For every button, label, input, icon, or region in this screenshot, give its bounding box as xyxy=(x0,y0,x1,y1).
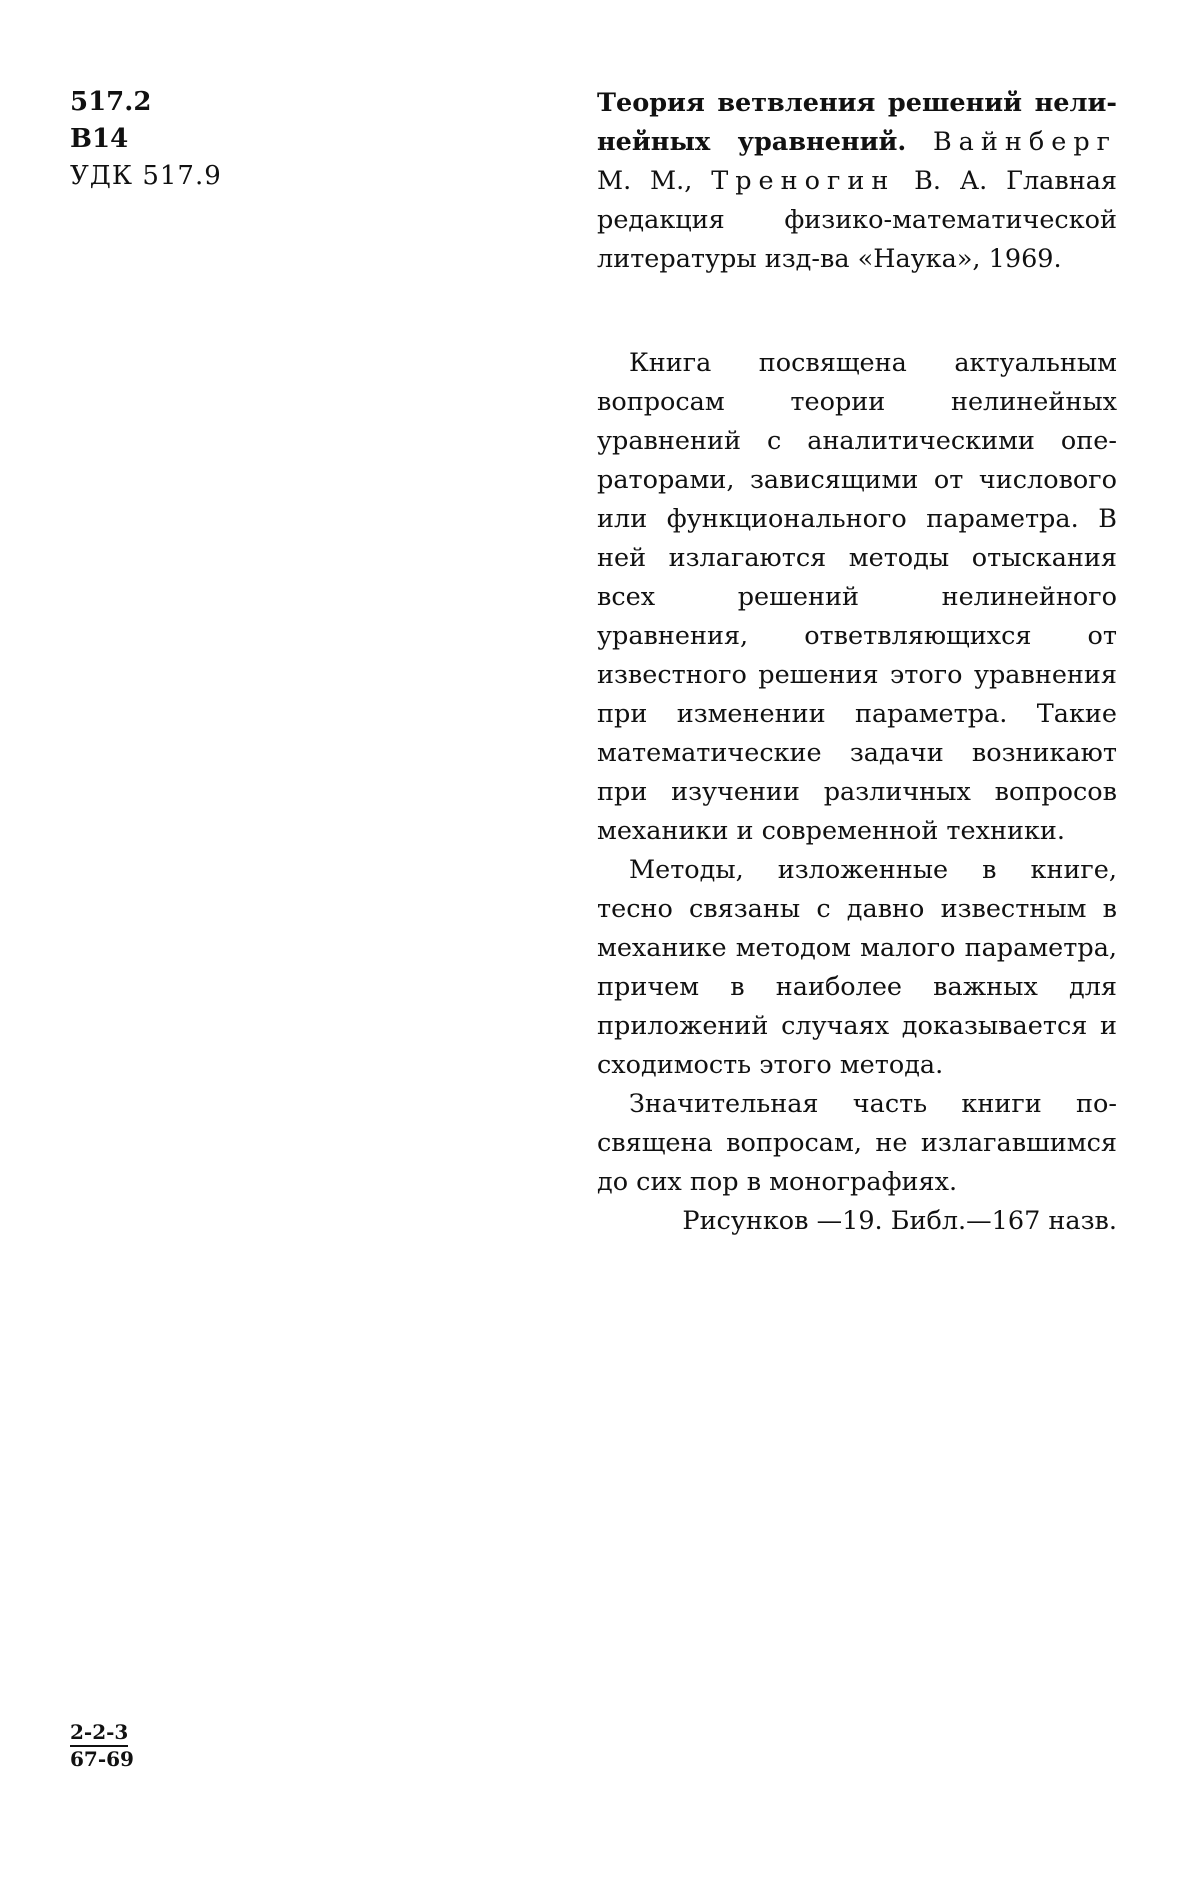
publication-code-numerator: 2-2-3 xyxy=(70,1720,128,1747)
classification-index: 517.2 xyxy=(70,87,152,117)
abstract-paragraph-1: Книга посвящена актуальным вопросам теории нелинейных уравнений с аналитическими операторами, зависящими от числового или функционального параметра. В ней излагаются методы отыскания всех решений нелинейного уравнения, ответвляющихся от известного решения этого уравнения при изменении параметра. Такие математические задачи возникают при изучении различных вопросов механики и современной техники. xyxy=(597,348,1117,846)
book-title: Теория ветвления решений нелинейных уравнений. xyxy=(597,88,1117,157)
author-mark: В14 xyxy=(70,124,129,154)
abstract-paragraph-3: Значительная часть книги посвящена вопросам, не излагавшимся до сих пор в монографиях. xyxy=(597,1089,1117,1197)
publisher-info: Главная редакция физико-математической литературы изд-ва «Наука», 1969. xyxy=(597,166,1117,274)
abstract-paragraph-2: Методы, изложенные в книге, тесно связаны с давно известным в механике методом малого параметра, причем в наиболее важных для приложений случаях доказывается и сходимость этого метода. xyxy=(597,855,1117,1080)
author-2-initials: В. А. xyxy=(914,166,988,196)
publication-code xyxy=(70,1720,134,1771)
figures-references-count: Рисунков —19. Библ.—167 назв. xyxy=(682,1206,1117,1236)
author-1-initials: М. М., xyxy=(597,166,693,196)
author-2-surname: Треногин xyxy=(711,166,896,196)
bibliographic-record xyxy=(597,84,1117,279)
author-1-surname: Вайнберг xyxy=(932,127,1117,157)
abstract xyxy=(597,344,1117,1241)
udk-code: УДК 517.9 xyxy=(70,161,222,191)
publication-code-denominator: 67-69 xyxy=(70,1747,134,1771)
classification-codes xyxy=(70,84,222,195)
